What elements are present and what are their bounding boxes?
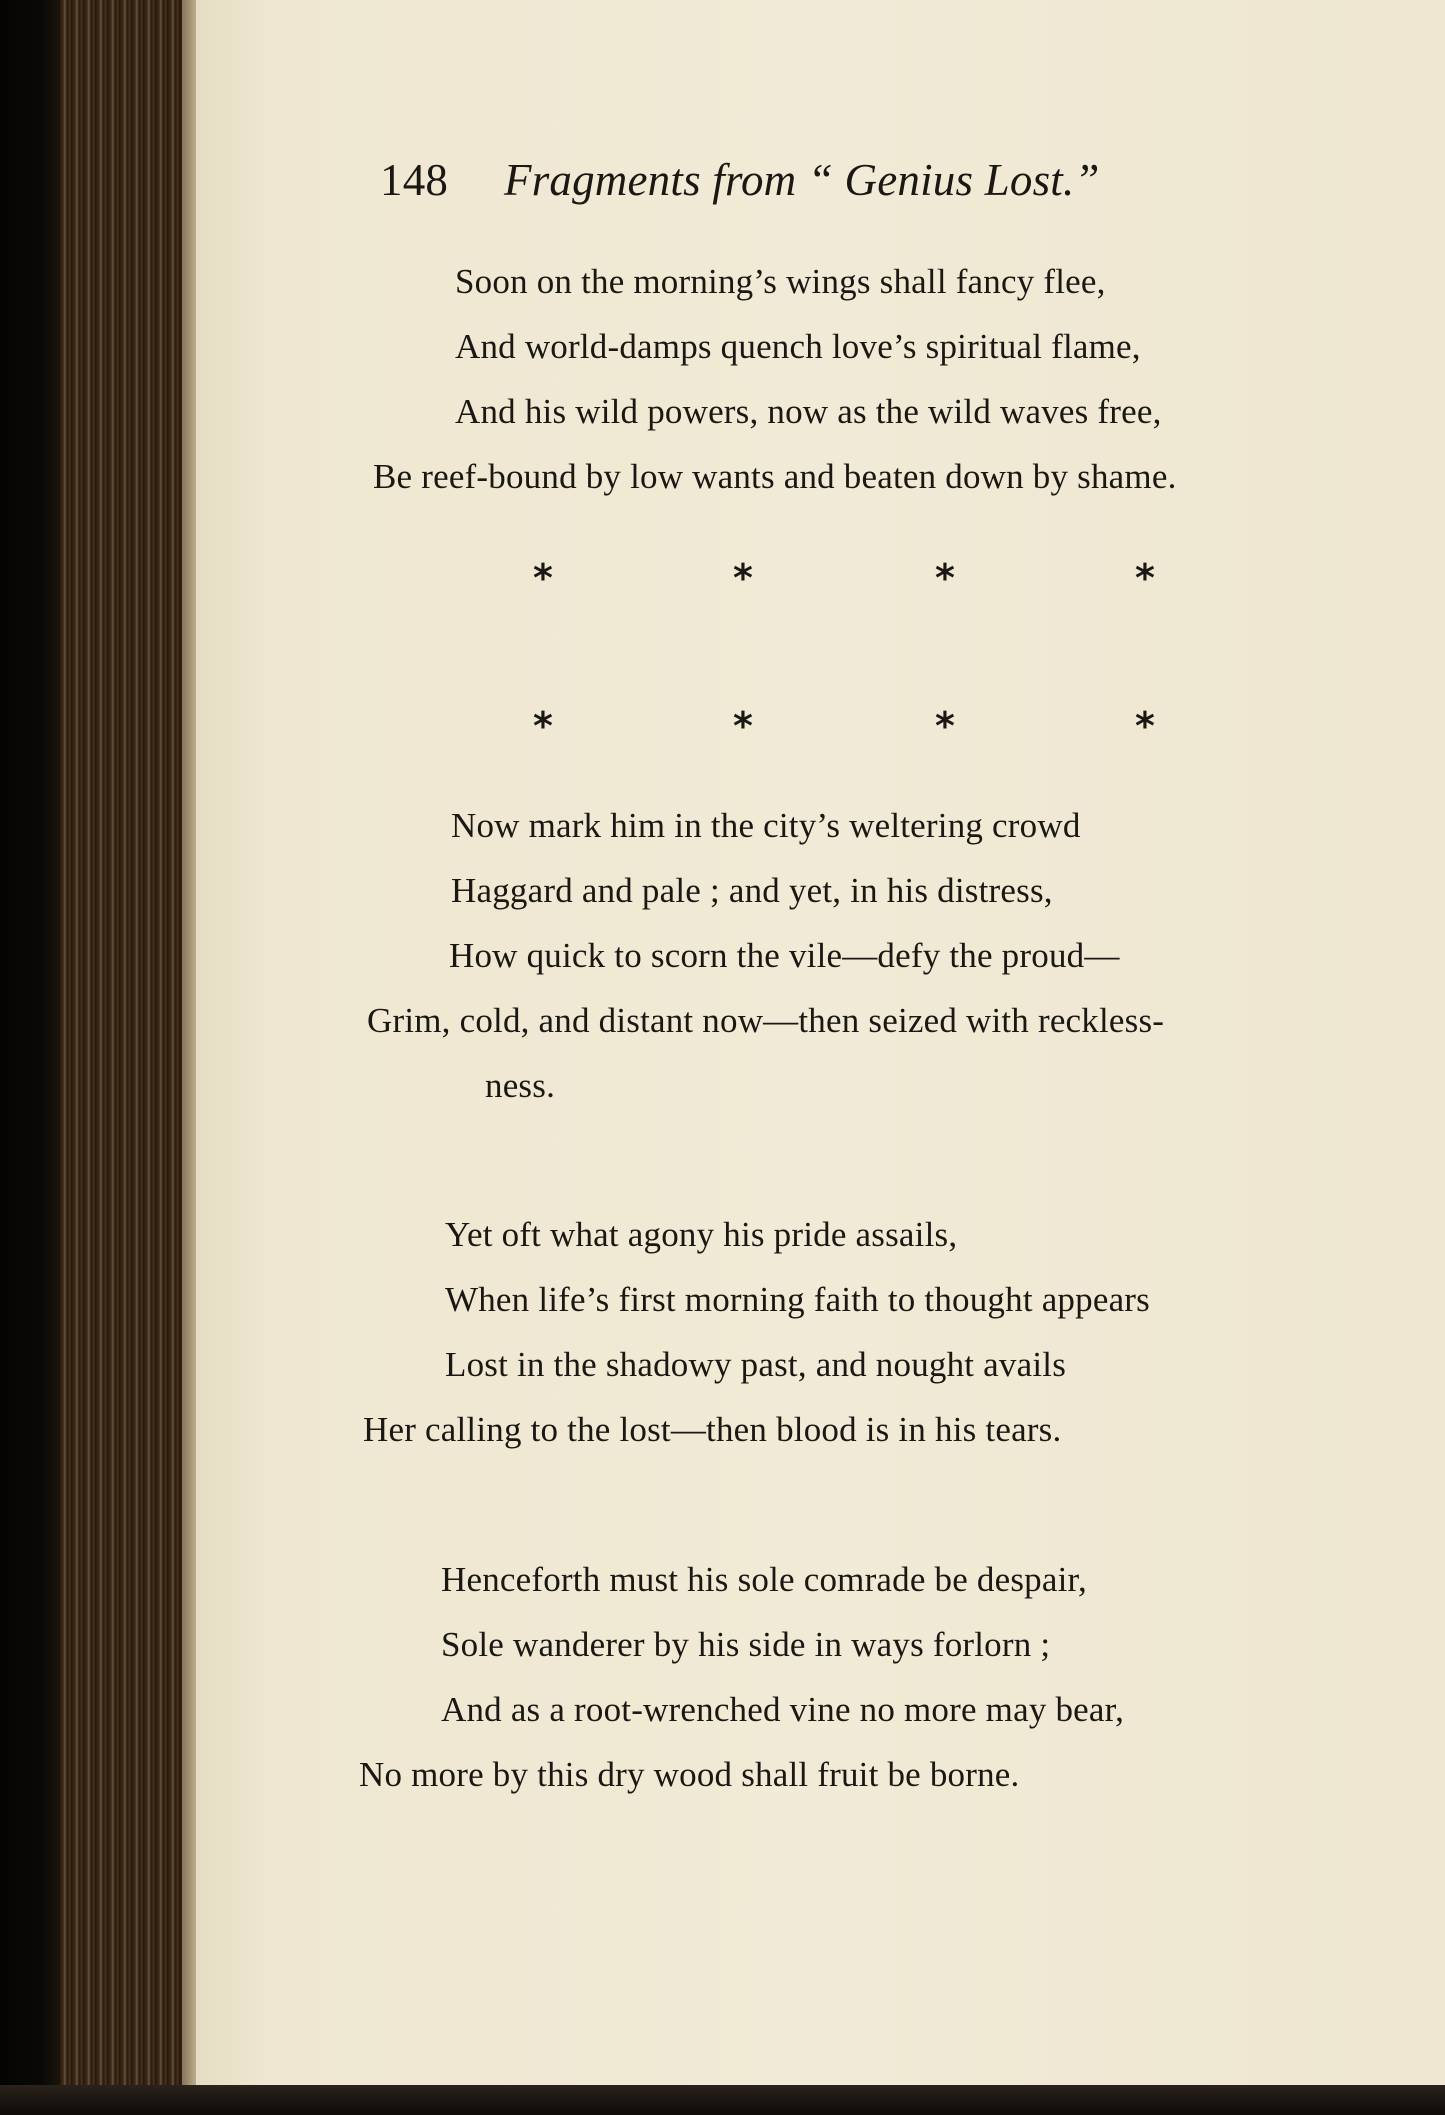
poem-line: ness. (485, 1066, 556, 1105)
page-number: 148 (380, 155, 449, 205)
running-title: Fragments from “ Genius Lost.” (504, 155, 1100, 205)
poem-line: And world-damps quench love’s spiritual flame, (455, 327, 1141, 366)
scan-bottom-edge (0, 2085, 1445, 2115)
book-binding (0, 0, 60, 2115)
poem-line: Lost in the shadowy past, and nought avails (445, 1345, 1067, 1384)
asterism-star: * (1135, 704, 1156, 748)
poem-line: Grim, cold, and distant now—then seized with reckless- (367, 1001, 1165, 1040)
poem-line: Henceforth must his sole comrade be despair, (441, 1560, 1087, 1599)
poem-line: How quick to scorn the vile—defy the proud— (449, 936, 1120, 975)
asterism-star: * (733, 704, 754, 748)
poem-line: No more by this dry wood shall fruit be borne. (359, 1755, 1020, 1794)
poem-line: Now mark him in the city’s weltering crowd (451, 806, 1081, 845)
page-edges (60, 0, 200, 2085)
asterism-star: * (733, 556, 754, 600)
asterism-star: * (533, 704, 554, 748)
poem-line: Sole wanderer by his side in ways forlorn ; (441, 1625, 1051, 1664)
poem-line: Be reef-bound by low wants and beaten down by shame. (373, 457, 1177, 496)
poem-line: And his wild powers, now as the wild waves free, (455, 392, 1162, 431)
asterism-star: * (1135, 556, 1156, 600)
poem-line: Her calling to the lost—then blood is in his tears. (363, 1410, 1062, 1449)
poem-line: Haggard and pale ; and yet, in his distress, (451, 871, 1053, 910)
asterism-star: * (935, 556, 956, 600)
poem-line: Yet oft what agony his pride assails, (445, 1215, 958, 1254)
asterism-star: * (935, 704, 956, 748)
poem-line: Soon on the morning’s wings shall fancy flee, (455, 262, 1106, 301)
asterism-star: * (533, 556, 554, 600)
poem-line: When life’s first morning faith to thought appears (445, 1280, 1150, 1319)
poem-line: And as a root-wrenched vine no more may bear, (441, 1690, 1125, 1729)
